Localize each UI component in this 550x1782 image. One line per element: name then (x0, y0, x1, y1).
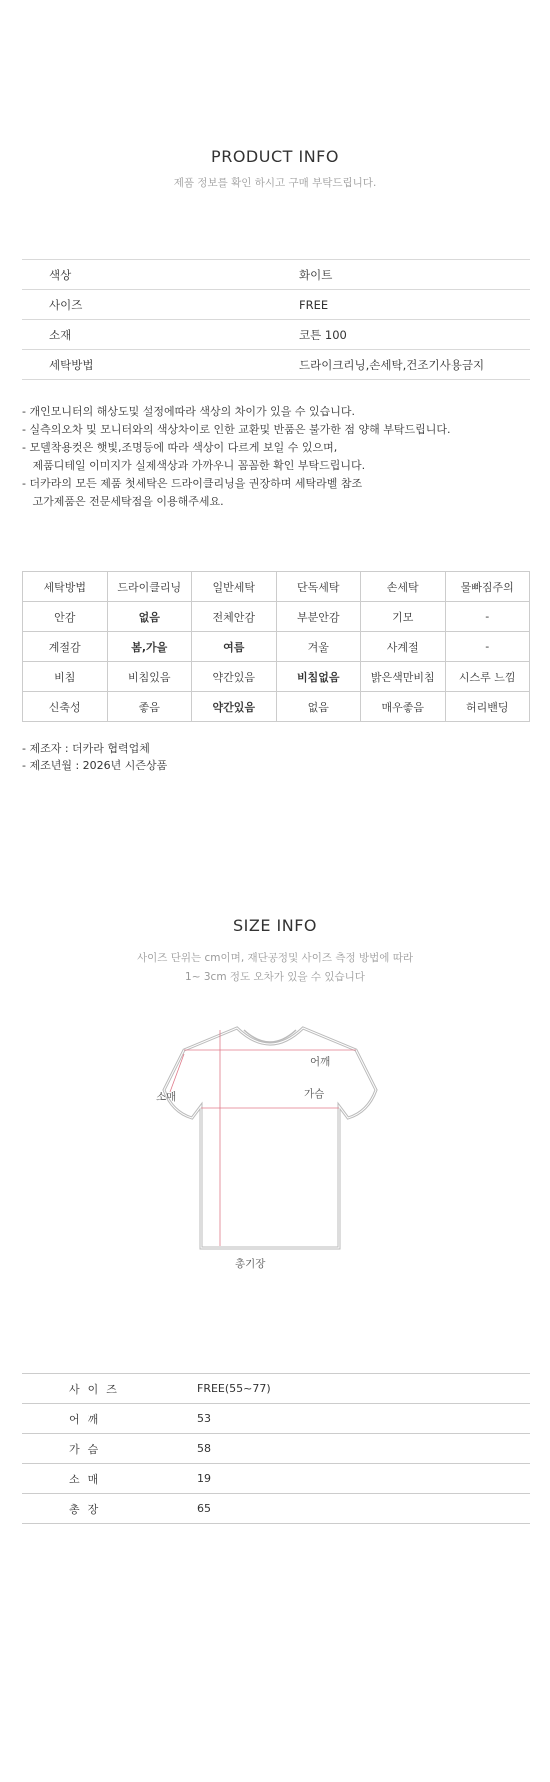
info-row-size (22, 290, 530, 320)
property-cell: - (445, 632, 530, 662)
maker-line: - 제조자 : 더카라 협력업체 (22, 742, 150, 755)
tshirt-outline (164, 1028, 376, 1248)
notice-item: 고가제품은 전문세탁점을 이용해주세요. (22, 495, 224, 508)
size-info-title: SIZE INFO (232, 916, 317, 935)
info-value: FREE (299, 297, 329, 312)
property-cell: 단독세탁 (276, 572, 361, 602)
property-cell: 비침있음 (107, 662, 192, 692)
property-header-cell: 신축성 (23, 692, 108, 722)
size-key: 사이즈 (69, 1382, 125, 1396)
notice-item: - 더카라의 모든 제품 첫세탁은 드라이클리닝을 권장하며 세탁라벨 참조 (22, 477, 363, 490)
property-cell: 비침없음 (276, 662, 361, 692)
property-cell: 약간있음 (192, 662, 277, 692)
info-key: 사이즈 (49, 297, 83, 312)
info-row-washing (22, 350, 530, 380)
property-cell: 매우좋음 (361, 692, 446, 722)
product-info-title: PRODUCT INFO (211, 147, 339, 166)
notice-item: 제품디테일 이미지가 실제색상과 가까우니 꼼꼼한 확인 부탁드립니다. (22, 459, 366, 472)
shoulder-label: 어깨 (310, 1056, 331, 1068)
property-cell: 좋음 (107, 692, 192, 722)
product-info-table (22, 259, 530, 380)
size-value: 65 (197, 1502, 211, 1515)
property-cell: 시스루 느낌 (445, 662, 530, 692)
property-cell: 없음 (107, 602, 192, 632)
property-row (23, 632, 530, 662)
chest-label: 가슴 (304, 1088, 325, 1100)
info-key: 소재 (49, 327, 72, 342)
property-row (23, 692, 530, 722)
property-cell: 일반세탁 (192, 572, 277, 602)
property-row (23, 602, 530, 632)
property-header-cell: 비침 (23, 662, 108, 692)
property-cell: 기모 (361, 602, 446, 632)
size-row (22, 1464, 530, 1494)
sleeve-label: 소매 (156, 1091, 177, 1103)
size-key: 소매 (69, 1472, 107, 1486)
property-row (23, 662, 530, 692)
property-cell: 여름 (192, 632, 277, 662)
notice-item: - 개인모니터의 해상도및 설정에따라 색상의 차이가 있을 수 있습니다. (22, 405, 355, 418)
property-cell: 허리밴딩 (445, 692, 530, 722)
size-row (22, 1374, 530, 1404)
property-cell: 사계절 (361, 632, 446, 662)
property-cell: 드라이클리닝 (107, 572, 192, 602)
info-key: 색상 (49, 267, 72, 282)
property-header-cell: 안감 (23, 602, 108, 632)
info-value: 화이트 (299, 267, 333, 282)
property-cell: 겨울 (276, 632, 361, 662)
notice-item: - 모델착용컷은 햇빛,조명등에 따라 색상이 다르게 보일 수 있으며, (22, 441, 338, 454)
notice-list (22, 403, 532, 511)
info-value: 코튼 100 (299, 327, 347, 342)
product-property-table (22, 571, 530, 722)
maker-info (22, 740, 167, 774)
property-cell: 손세탁 (361, 572, 446, 602)
size-value: 58 (197, 1442, 211, 1455)
property-header-cell: 계절감 (23, 632, 108, 662)
property-cell: 물빠짐주의 (445, 572, 530, 602)
info-key: 세탁방법 (49, 357, 94, 372)
product-info-subtitle: 제품 정보를 확인 하시고 구매 부탁드립니다. (173, 177, 377, 189)
size-table (22, 1373, 530, 1524)
manufacture-date-line: - 제조년월 : 2026년 시즌상품 (22, 759, 168, 772)
tshirt-size-diagram (140, 1020, 400, 1270)
size-info-subtitle-1: 사이즈 단위는 cm이며, 재단공정및 사이즈 측정 방법에 따라 (137, 952, 413, 964)
property-header-cell: 세탁방법 (23, 572, 108, 602)
property-cell: 부분안감 (276, 602, 361, 632)
info-row-color (22, 260, 530, 290)
size-row (22, 1404, 530, 1434)
property-cell: 없음 (276, 692, 361, 722)
size-value: 53 (197, 1412, 211, 1425)
property-cell: 약간있음 (192, 692, 277, 722)
length-label: 총기장 (235, 1258, 266, 1270)
size-row (22, 1494, 530, 1524)
size-key: 총장 (69, 1502, 107, 1516)
notice-item: - 실측의오차 및 모니터와의 색상차이로 인한 교환및 반품은 불가한 점 양해 부탁드립니다. (22, 423, 451, 436)
size-row (22, 1434, 530, 1464)
size-info-subtitle-2: 1~ 3cm 정도 오차가 있을 수 있습니다 (185, 971, 365, 983)
property-cell: - (445, 602, 530, 632)
property-cell: 전체안감 (192, 602, 277, 632)
info-row-material (22, 320, 530, 350)
info-value: 드라이크리닝,손세탁,건조기사용금지 (299, 357, 485, 372)
size-key: 가슴 (69, 1442, 107, 1456)
property-cell: 봄,가을 (107, 632, 192, 662)
size-value: 19 (197, 1472, 211, 1485)
size-value: FREE(55~77) (197, 1382, 271, 1395)
property-row (23, 572, 530, 602)
property-cell: 밝은색만비침 (361, 662, 446, 692)
size-key: 어깨 (69, 1412, 107, 1426)
